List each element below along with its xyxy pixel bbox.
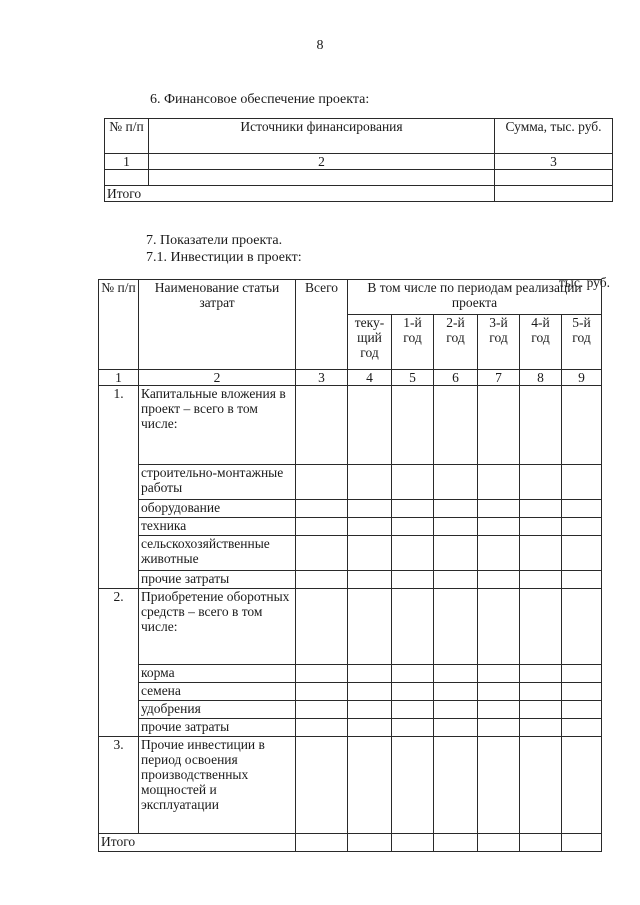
header-periods: В том числе по периодам реализации проекта	[348, 280, 602, 315]
col-number: 4	[348, 370, 392, 386]
item-name: сельскохозяйственные животные	[139, 536, 296, 571]
item-name: прочие затраты	[139, 571, 296, 589]
table-cell	[562, 536, 602, 571]
table-cell	[478, 834, 520, 852]
table-cell	[520, 701, 562, 719]
table-cell	[478, 386, 520, 465]
col-number: 3	[495, 154, 613, 170]
table-cell	[520, 536, 562, 571]
table-cell	[296, 571, 348, 589]
table-cell	[296, 536, 348, 571]
page-number: 8	[316, 38, 324, 53]
table-cell	[562, 500, 602, 518]
table-cell	[562, 465, 602, 500]
investment-total-label: Итого	[99, 834, 296, 852]
table-cell	[392, 500, 434, 518]
table-cell	[296, 465, 348, 500]
col-number: 3	[296, 370, 348, 386]
table-cell	[296, 737, 348, 834]
table-cell	[348, 719, 392, 737]
table-cell	[478, 536, 520, 571]
col-number: 2	[149, 154, 495, 170]
header-sum: Сумма, тыс. руб.	[495, 119, 613, 154]
col-number: 9	[562, 370, 602, 386]
table-cell	[348, 386, 392, 465]
header-total: Всего	[296, 280, 348, 370]
col-number: 1	[105, 154, 149, 170]
table-cell	[520, 500, 562, 518]
table-cell	[478, 589, 520, 665]
table-cell	[434, 834, 478, 852]
investment-total-row	[99, 834, 602, 852]
table-cell	[296, 518, 348, 536]
header-no: № п/п	[99, 280, 139, 370]
table-cell	[348, 665, 392, 683]
group-number: 3.	[99, 737, 139, 834]
table-cell	[348, 701, 392, 719]
table-cell	[520, 589, 562, 665]
table-cell	[296, 500, 348, 518]
table-cell	[434, 665, 478, 683]
table-cell	[434, 683, 478, 701]
table-cell	[520, 834, 562, 852]
header-year: 3-й год	[478, 315, 520, 370]
table-cell	[296, 589, 348, 665]
financing-table	[104, 118, 613, 202]
table-cell	[348, 571, 392, 589]
header-name: Наименование статьи затрат	[139, 280, 296, 370]
item-name: прочие затраты	[139, 719, 296, 737]
unit-label: тыс. руб.	[558, 275, 610, 290]
table-cell	[392, 737, 434, 834]
investment-col-numbers	[99, 370, 602, 386]
table-cell	[562, 719, 602, 737]
table-cell	[520, 465, 562, 500]
table-cell	[434, 518, 478, 536]
table-cell	[562, 834, 602, 852]
table-cell	[434, 386, 478, 465]
table-cell	[434, 571, 478, 589]
table-cell	[478, 518, 520, 536]
table-cell	[348, 737, 392, 834]
item-name: строительно-монтажные работы	[139, 465, 296, 500]
item-name: корма	[139, 665, 296, 683]
table-cell	[392, 683, 434, 701]
col-number: 2	[139, 370, 296, 386]
table-cell	[392, 571, 434, 589]
investment-item-row	[99, 665, 602, 683]
table-cell	[434, 589, 478, 665]
header-year: 5-й год	[562, 315, 602, 370]
investment-item-row	[99, 465, 602, 500]
table-cell	[348, 465, 392, 500]
table-cell	[478, 571, 520, 589]
table-cell	[478, 719, 520, 737]
col-number: 5	[392, 370, 434, 386]
investment-item-row	[99, 571, 602, 589]
group-title: Капитальные вложения в проект – всего в том числе:	[139, 386, 296, 465]
table-cell	[520, 518, 562, 536]
table-cell	[562, 518, 602, 536]
table-cell	[392, 589, 434, 665]
table-cell	[392, 465, 434, 500]
table-cell	[296, 701, 348, 719]
table-cell	[434, 500, 478, 518]
group-number: 1.	[99, 386, 139, 589]
item-name: удобрения	[139, 701, 296, 719]
table-cell	[296, 386, 348, 465]
header-year: теку-щий год	[348, 315, 392, 370]
investment-item-row	[99, 683, 602, 701]
item-name: техника	[139, 518, 296, 536]
investment-table	[98, 279, 602, 852]
table-cell	[478, 465, 520, 500]
table-cell	[434, 719, 478, 737]
investment-item-row	[99, 719, 602, 737]
table-cell	[478, 665, 520, 683]
table-cell	[434, 737, 478, 834]
table-cell	[434, 536, 478, 571]
section-6-heading: 6. Финансовое обеспечение проекта:	[150, 92, 370, 107]
table-cell	[562, 571, 602, 589]
investment-item-row	[99, 518, 602, 536]
table-cell	[562, 701, 602, 719]
section-7-1-heading: 7.1. Инвестиции в проект:	[146, 250, 302, 265]
table-cell	[348, 589, 392, 665]
table-cell	[392, 665, 434, 683]
table-cell	[434, 465, 478, 500]
investment-item-row	[99, 701, 602, 719]
table-cell	[296, 719, 348, 737]
table-cell	[296, 665, 348, 683]
col-number: 8	[520, 370, 562, 386]
table-cell	[348, 834, 392, 852]
item-name: семена	[139, 683, 296, 701]
header-year: 2-й год	[434, 315, 478, 370]
financing-total-label: Итого	[105, 186, 495, 202]
col-number: 6	[434, 370, 478, 386]
group-title: Прочие инвестиции в период освоения производственных мощностей и эксплуатации	[139, 737, 296, 834]
table-cell	[348, 683, 392, 701]
financing-total-row	[105, 186, 613, 202]
table-cell	[348, 518, 392, 536]
item-name: оборудование	[139, 500, 296, 518]
header-year: 1-й год	[392, 315, 434, 370]
group-title: Приобретение оборотных средств – всего в том числе:	[139, 589, 296, 665]
table-cell	[392, 719, 434, 737]
table-cell	[392, 834, 434, 852]
table-cell	[392, 536, 434, 571]
table-cell	[520, 683, 562, 701]
table-cell	[296, 834, 348, 852]
table-cell	[392, 386, 434, 465]
table-cell	[562, 683, 602, 701]
table-cell	[478, 737, 520, 834]
table-cell	[478, 500, 520, 518]
col-number: 1	[99, 370, 139, 386]
header-sources: Источники финансирования	[149, 119, 495, 154]
investment-group-row	[99, 386, 602, 465]
investment-item-row	[99, 536, 602, 571]
table-cell	[520, 737, 562, 834]
table-cell	[562, 665, 602, 683]
table-cell	[520, 665, 562, 683]
investment-header-row	[99, 280, 602, 315]
header-year: 4-й год	[520, 315, 562, 370]
table-cell	[478, 683, 520, 701]
investment-item-row	[99, 500, 602, 518]
table-cell	[392, 701, 434, 719]
financing-empty-row	[105, 170, 613, 186]
table-cell	[520, 719, 562, 737]
financing-col-numbers	[105, 154, 613, 170]
table-cell	[392, 518, 434, 536]
group-number: 2.	[99, 589, 139, 737]
table-cell	[434, 701, 478, 719]
table-cell	[296, 683, 348, 701]
table-cell	[520, 386, 562, 465]
header-no: № п/п	[105, 119, 149, 154]
col-number: 7	[478, 370, 520, 386]
section-7-heading: 7. Показатели проекта.	[146, 233, 283, 248]
table-cell	[478, 701, 520, 719]
table-cell	[348, 536, 392, 571]
table-cell	[562, 589, 602, 665]
table-cell	[520, 571, 562, 589]
investment-group-row	[99, 737, 602, 834]
financing-header-row	[105, 119, 613, 154]
table-cell	[562, 737, 602, 834]
table-cell	[348, 500, 392, 518]
table-cell	[562, 386, 602, 465]
investment-group-row	[99, 589, 602, 665]
